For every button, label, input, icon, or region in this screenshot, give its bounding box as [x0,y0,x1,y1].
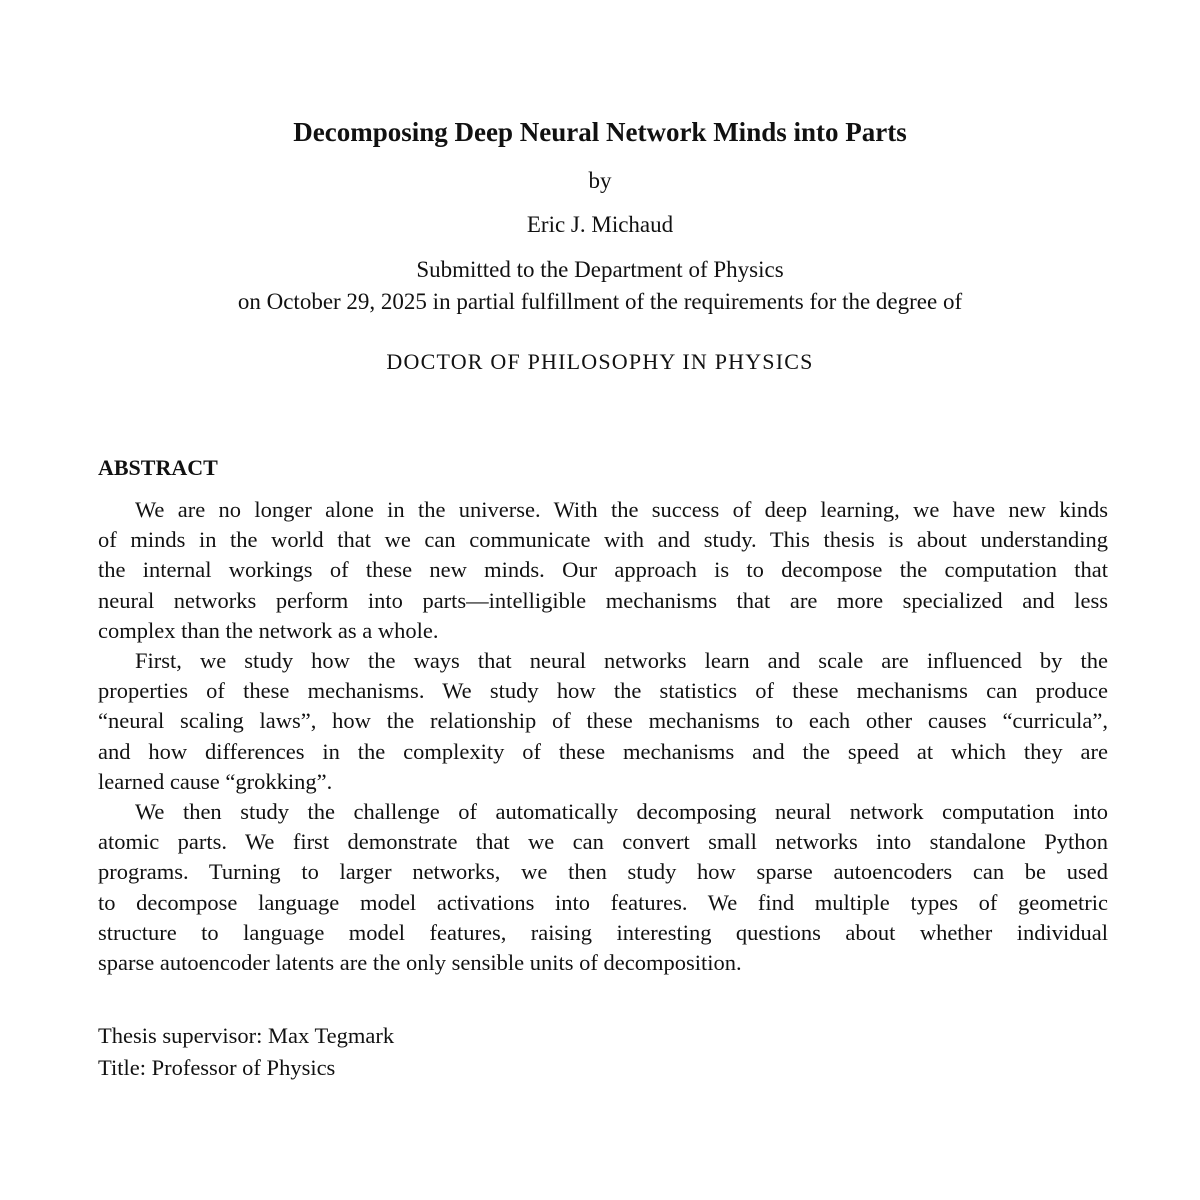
by-label: by [588,168,612,193]
abstract-line: neural networks perform into parts—intelligible mechanisms that are more specialized and less [98,587,1108,613]
supervisor-block [98,1020,394,1084]
abstract-line: structure to language model features, raising interesting questions about whether individual [98,919,1108,945]
abstract-line: We are no longer alone in the universe. With the success of deep learning, we have new kinds [135,497,1108,522]
abstract-line: “neural scaling laws”, how the relationship of these mechanisms to each other causes “curricula”, [98,708,1108,734]
abstract-line: to decompose language model activations into features. We find multiple types of geometric [98,889,1108,915]
submission-statement [0,254,1200,318]
abstract-line: programs. Turning to larger networks, we then study how sparse autoencoders can be used [98,859,1108,885]
abstract-line: of minds in the world that we can communicate with and study. This thesis is about understanding [98,527,1108,553]
thesis-supervisor: Thesis supervisor: Max Tegmark [98,1023,395,1048]
degree-name: DOCTOR OF PHILOSOPHY IN PHYSICS [386,349,814,374]
abstract-paragraph-3 [98,797,1108,978]
abstract-line: the internal workings of these new minds. Our approach is to decompose the computation that [98,557,1108,583]
author-name: Eric J. Michaud [526,212,674,237]
abstract-paragraph-1 [98,495,1108,646]
abstract-line: sparse autoencoder latents are the only sensible units of decomposition. [98,950,742,976]
abstract-heading: ABSTRACT [98,455,218,480]
submission-line-2: on October 29, 2025 in partial fulfillment of the requirements for the degree of [237,289,963,314]
abstract-line: atomic parts. We first demonstrate that we can convert small networks into standalone Python [98,829,1108,855]
abstract-line: and how differences in the complexity of these mechanisms and the speed at which they are [98,738,1108,764]
abstract-line: learned cause “grokking”. [98,768,333,794]
thesis-title: Decomposing Deep Neural Network Minds into Parts [293,117,907,147]
abstract-line: We then study the challenge of automatically decomposing neural network computation into [135,799,1108,825]
abstract-line: First, we study how the ways that neural networks learn and scale are influenced by the [135,648,1108,674]
submission-line-1: Submitted to the Department of Physics [416,257,784,282]
abstract-line: properties of these mechanisms. We study how the statistics of these mechanisms can produce [98,678,1108,704]
abstract-paragraph-2 [98,646,1108,797]
abstract-body [98,495,1108,978]
abstract-line: complex than the network as a whole. [98,617,439,643]
supervisor-title: Title: Professor of Physics [98,1055,336,1080]
